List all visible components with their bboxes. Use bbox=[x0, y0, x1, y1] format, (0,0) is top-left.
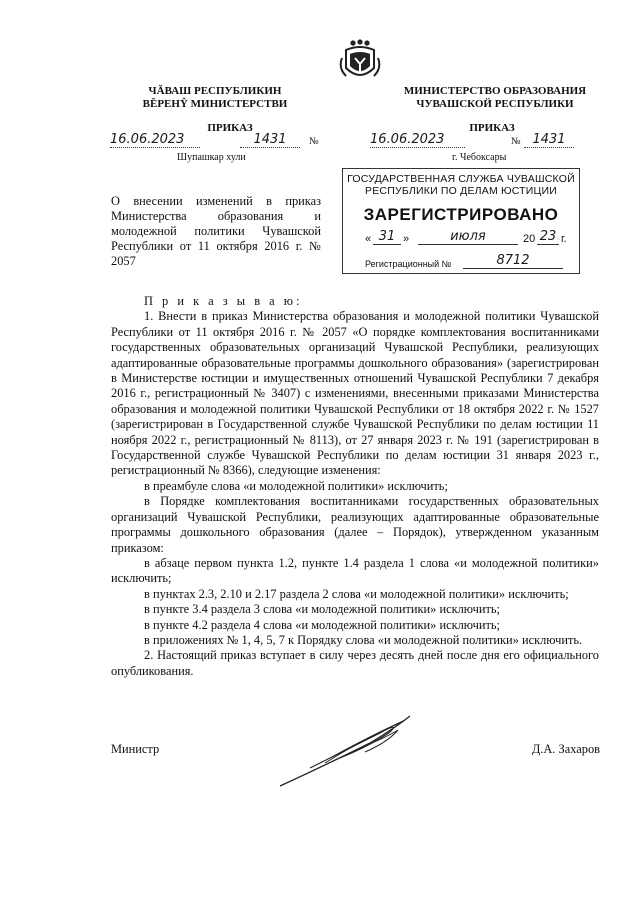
order-title-right: ПРИКАЗ bbox=[469, 122, 515, 134]
registration-stamp bbox=[342, 168, 580, 274]
paragraph-7: в пункте 4.2 раздела 4 слова «и молодежной политики» исключить; bbox=[144, 617, 500, 632]
stamp-reg-label: Регистрационный № bbox=[365, 259, 452, 269]
stamp-year-prefix: 20 bbox=[523, 233, 536, 245]
number-sign-left: № bbox=[309, 136, 319, 147]
order-number-right: 1431 bbox=[524, 132, 574, 148]
city-left: Шупашкар хули bbox=[177, 152, 246, 163]
paragraph-9: 2. Настоящий приказ вступает в силу через десять дней после дня его официального опубликования. bbox=[111, 648, 599, 678]
order-subject: О внесении изменений в приказ Министерства образования и молодежной политики Чувашской Республики от 11 октября 2016 г. № 2057 bbox=[111, 194, 321, 268]
paragraph-2: в преамбуле слова «и молодежной политики» исключить; bbox=[144, 478, 448, 493]
stamp-year-end: г. bbox=[561, 233, 567, 245]
paragraph-1: 1. Внести в приказ Министерства образования и молодежной политики Чувашской Республики от 11 октября 2016 г. № 2057 «О порядке комплектования воспитанниками государственных образовательных организаций Чувашской Республики, реализующих адаптированные образовательные программы дошкольного образования» (зарегистрирован в Министерстве юстиции и имущественных отношений Чувашской Республики 7 декабря 2016 г., регистрационный № 3407) с изменениями, внесенными приказами Министерства образования и молодежной политики Чувашской Республики от 18 октября 2022 г. № 1527 (зарегистрирован в Государственной службе Чувашской Республики по делам юстиции 11 ноября 2022 г., регистрационный № 8113), от 27 января 2023 г. № 191 (зарегистрирован в Государственной службе Чувашской Республики по делам юстиции 31 января 2023 г., регистрационный № 8366), следующие изменения: bbox=[111, 309, 599, 478]
header-left bbox=[130, 85, 300, 111]
stamp-date-row bbox=[343, 229, 579, 249]
order-number-left: 1431 bbox=[240, 132, 300, 148]
stamp-quote-open: « bbox=[365, 233, 372, 245]
stamp-month: июля bbox=[418, 229, 518, 245]
header-left-line2: ВĚРЕНŶ МИНИСТЕРСТВИ bbox=[142, 98, 288, 110]
header-right-line1: МИНИСТЕРСТВО ОБРАЗОВАНИЯ bbox=[403, 85, 587, 97]
stamp-year-suffix: 23 bbox=[537, 229, 559, 245]
city-right: г. Чебоксары bbox=[452, 152, 507, 163]
order-date-right: 16.06.2023 bbox=[370, 132, 465, 148]
stamp-reg-number: 8712 bbox=[463, 253, 563, 269]
order-word: П р и к а з ы в а ю: bbox=[144, 294, 303, 308]
order-title-left: ПРИКАЗ bbox=[207, 122, 253, 134]
number-sign-right: № bbox=[511, 136, 521, 147]
header-right bbox=[395, 85, 595, 111]
emblem bbox=[338, 38, 382, 86]
header-left-line1: ЧĂВАШ РЕСПУБЛИКИН bbox=[148, 85, 282, 97]
paragraph-5: в пунктах 2.3, 2.10 и 2.17 раздела 2 слова «и молодежной политики» исключить; bbox=[144, 586, 569, 601]
paragraph-6: в пункте 3.4 раздела 3 слова «и молодежной политики» исключить; bbox=[144, 602, 500, 617]
chuvash-emblem-icon bbox=[338, 38, 382, 86]
paragraph-8: в приложениях № 1, 4, 5, 7 к Порядку слова «и молодежной политики» исключить. bbox=[144, 632, 583, 647]
stamp-quote-close: » bbox=[403, 233, 410, 245]
stamp-title: ЗАРЕГИСТРИРОВАНО bbox=[363, 205, 559, 224]
signatory-name: Д.А. Захаров bbox=[531, 742, 600, 756]
stamp-line1: ГОСУДАРСТВЕННАЯ СЛУЖБА ЧУВАШСКОЙ bbox=[347, 173, 575, 185]
header-right-line2: ЧУВАШСКОЙ РЕСПУБЛИКИ bbox=[416, 98, 574, 110]
order-date-left-row bbox=[110, 132, 325, 150]
stamp-line2: РЕСПУБЛИКИ ПО ДЕЛАМ ЮСТИЦИИ bbox=[365, 185, 557, 197]
signatory-position: Министр bbox=[111, 742, 160, 756]
stamp-day: 31 bbox=[373, 229, 401, 245]
signature-icon bbox=[270, 708, 420, 793]
handwritten-signature bbox=[270, 708, 420, 793]
order-body bbox=[111, 294, 599, 679]
paragraph-3: в Порядке комплектования воспитанниками государственных образовательных организаций Чувашской Республики, реализующих адаптированные образовательные программы дошкольного образования (далее – Порядок), утвержденном указанным приказом: bbox=[111, 494, 599, 555]
stamp-reg-row bbox=[343, 253, 579, 271]
order-date-right-row bbox=[370, 132, 585, 150]
paragraph-4: в абзаце первом пункта 1.2, пункте 1.4 раздела 1 слова «и молодежной политики» исключить; bbox=[111, 555, 599, 586]
order-date-left: 16.06.2023 bbox=[110, 132, 200, 148]
